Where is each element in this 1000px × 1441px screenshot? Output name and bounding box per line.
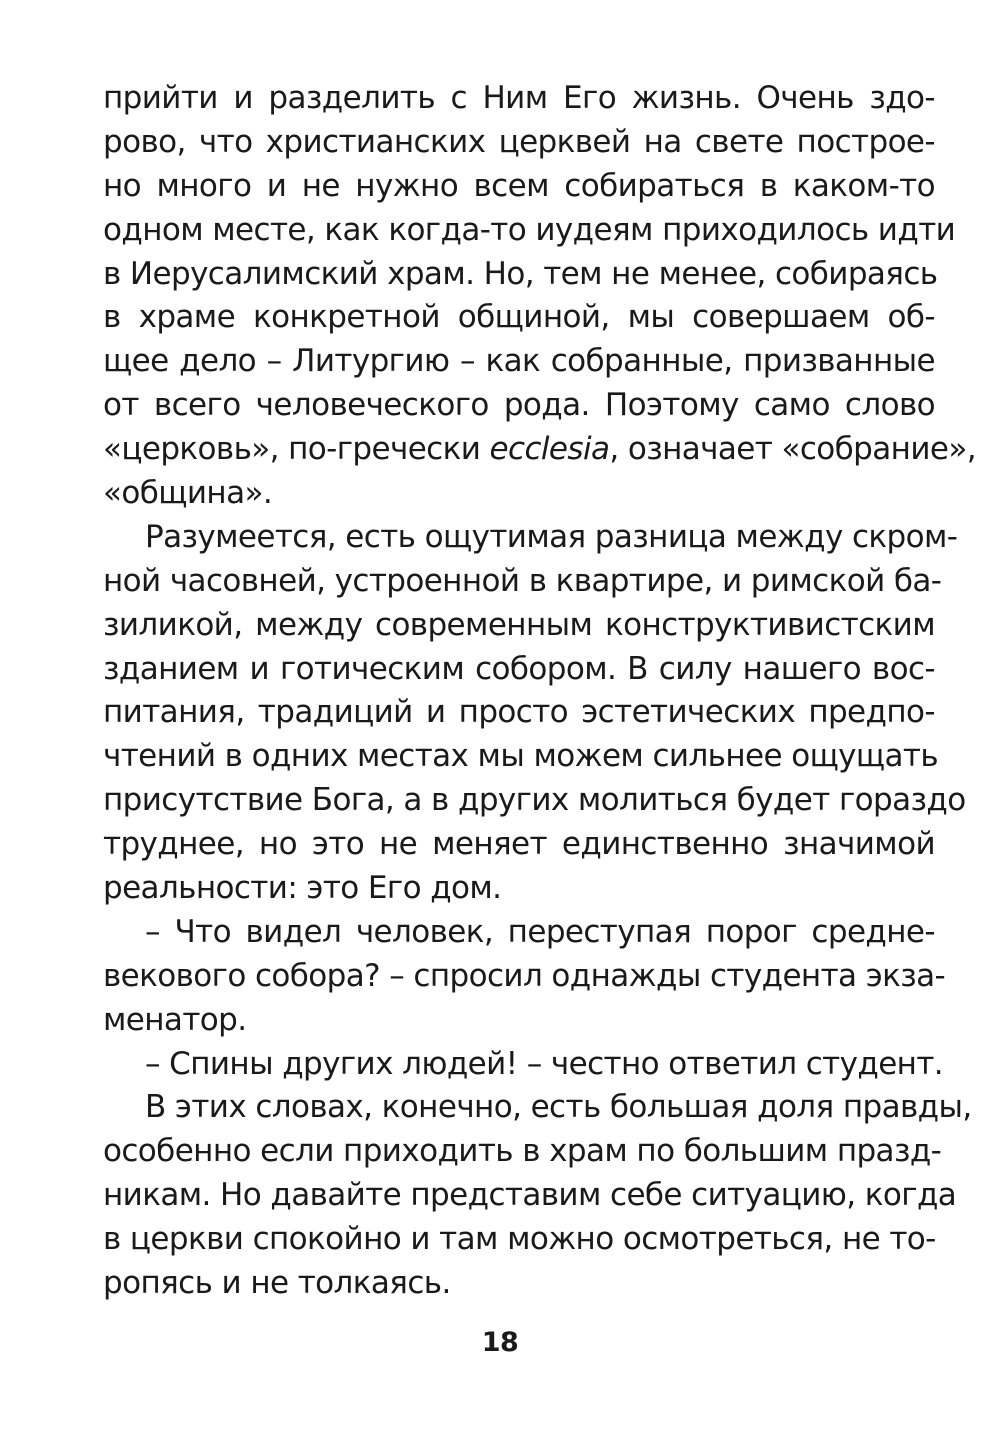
italic-term: ecclesia (489, 431, 610, 468)
text-line: труднее, но это не меняет единственно значимой (103, 826, 935, 863)
text-line-with-italic (103, 428, 976, 472)
text-line: в храме конкретной общиной, мы совершаем об- (103, 299, 935, 336)
text-line: реальности: это Его дом. (103, 870, 502, 907)
text-segment: «церковь», по-гречески (103, 431, 490, 468)
text-line: зиликой, между современным конструктивистским (103, 606, 935, 643)
text-line: щее дело – Литургию – как собранные, призванные (103, 343, 935, 380)
text-line: «община». (103, 475, 273, 512)
text-line: питания, традиций и просто эстетических предпо- (103, 694, 935, 731)
text-line: рово, что христианских церквей на свете построе- (103, 123, 935, 160)
text-line: от всего человеческого рода. Поэтому само слово (103, 387, 935, 424)
text-line: но много и не нужно всем собираться в каком-то (103, 167, 935, 204)
text-line: никам. Но давайте представим себе ситуацию, когда (103, 1177, 957, 1214)
text-line: присутствие Бога, а в других молиться будет гораздо (103, 782, 966, 819)
text-line: ной часовней, устроенной в квартире, и римской ба- (103, 562, 942, 599)
text-line: чтений в одних местах мы можем сильнее ощущать (103, 738, 939, 775)
page-number: 18 (481, 1327, 519, 1358)
text-line: зданием и готическим собором. В силу нашего вос- (103, 650, 935, 687)
paragraph-first-line: В этих словах, конечно, есть большая доля правды, (145, 1089, 972, 1126)
text-line: одном месте, как когда-то иудеям приходилось идти (103, 211, 956, 248)
text-segment: , означает «собрание», (609, 431, 976, 468)
paragraph-first-line: Разумеется, есть ощутимая разница между скром- (145, 518, 958, 555)
text-line: менатор. (103, 1001, 247, 1038)
text-line: векового собора? – спросил однажды студента экза- (103, 957, 946, 994)
dialogue-line: – Спины других людей! – честно ответил студент. (145, 1045, 944, 1082)
text-line: прийти и разделить с Ним Его жизнь. Очень здо- (103, 80, 935, 116)
text-line: ропясь и не толкаясь. (103, 1265, 451, 1302)
body-text (103, 77, 976, 1306)
text-line: особенно если приходить в храм по большим празд- (103, 1133, 942, 1170)
text-line: в церкви спокойно и там можно осмотреться, не то- (103, 1221, 936, 1258)
text-line: в Иерусалимский храм. Но, тем не менее, собираясь (103, 255, 938, 292)
dialogue-line: – Что видел человек, переступая порог средне- (145, 913, 935, 950)
